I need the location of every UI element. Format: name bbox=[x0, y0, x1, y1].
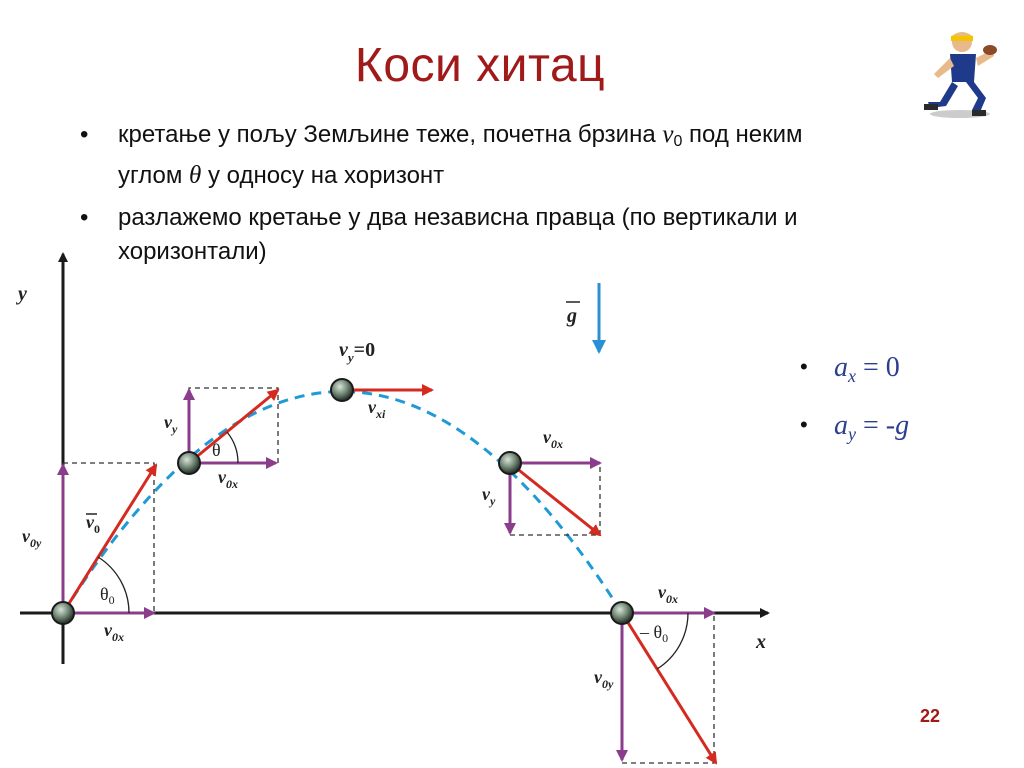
trajectory-curve bbox=[63, 392, 622, 614]
acceleration-list bbox=[800, 352, 909, 468]
rising-v0x-label: $v_{0x}$ bbox=[218, 467, 238, 491]
launch-v0-label: $v_0$ bbox=[86, 512, 100, 536]
rising-angle-arc bbox=[227, 432, 238, 463]
apex-ball bbox=[331, 379, 353, 401]
descending-velocity-arrow bbox=[510, 463, 600, 535]
bullet-dot: • bbox=[80, 121, 89, 148]
launch-v0x-label: $v_{0x}$ bbox=[104, 620, 124, 644]
page-number: 22 bbox=[919, 706, 941, 726]
gravity-label: g bbox=[567, 305, 577, 327]
acceleration-x-item: • $a_x = 0$ bbox=[800, 352, 900, 386]
rising-ball bbox=[178, 452, 200, 474]
apex-vxi-label: $v_{xi}$ bbox=[368, 397, 386, 421]
bullet-decomposition: • разлажемо кретање у два независна правца (по вертикали и хоризонтали) bbox=[80, 201, 880, 269]
bullet-motion-description: • кретање у пољу Земљине теже, почетна брзина $v_0$ под неким углом θ у односу на хоризонт bbox=[80, 118, 880, 193]
descending-v0x-label: $v_{0x}$ bbox=[543, 427, 563, 451]
launch-theta0-label: $\theta_0$ bbox=[100, 584, 115, 607]
launch-ball bbox=[52, 602, 74, 624]
bullet-dot: • bbox=[80, 204, 89, 231]
rising-theta-label: θ bbox=[212, 440, 221, 460]
symbol-v: v bbox=[662, 121, 674, 148]
landing-neg-theta0-label: – $\theta_0$ bbox=[640, 622, 669, 645]
landing-v0y-label: $v_{0y}$ bbox=[594, 667, 614, 691]
launch-v0y-label: $v_{0y}$ bbox=[22, 526, 42, 550]
landing-v0x-label: $v_{0x}$ bbox=[658, 582, 678, 606]
x-axis-label: x bbox=[756, 631, 766, 653]
slide-title: Коси хитац bbox=[354, 39, 606, 92]
apex-vy-zero-label: $v_y=0$ bbox=[339, 339, 376, 365]
landing-ball bbox=[611, 602, 633, 624]
landing-velocity-arrow bbox=[622, 613, 716, 763]
bullet-dot: • bbox=[800, 412, 808, 437]
launch-v0-arrow bbox=[63, 465, 156, 613]
descending-ball bbox=[499, 452, 521, 474]
rising-vy-label: $v_y$ bbox=[164, 412, 178, 436]
descending-vy-label: $v_y$ bbox=[482, 484, 496, 508]
acceleration-y-item: • $a_y = -g$ bbox=[800, 410, 910, 444]
y-axis-label: y bbox=[18, 283, 27, 305]
bullet-dot: • bbox=[800, 354, 808, 379]
rising-velocity-arrow bbox=[189, 390, 278, 463]
symbol-theta: θ bbox=[189, 162, 202, 189]
